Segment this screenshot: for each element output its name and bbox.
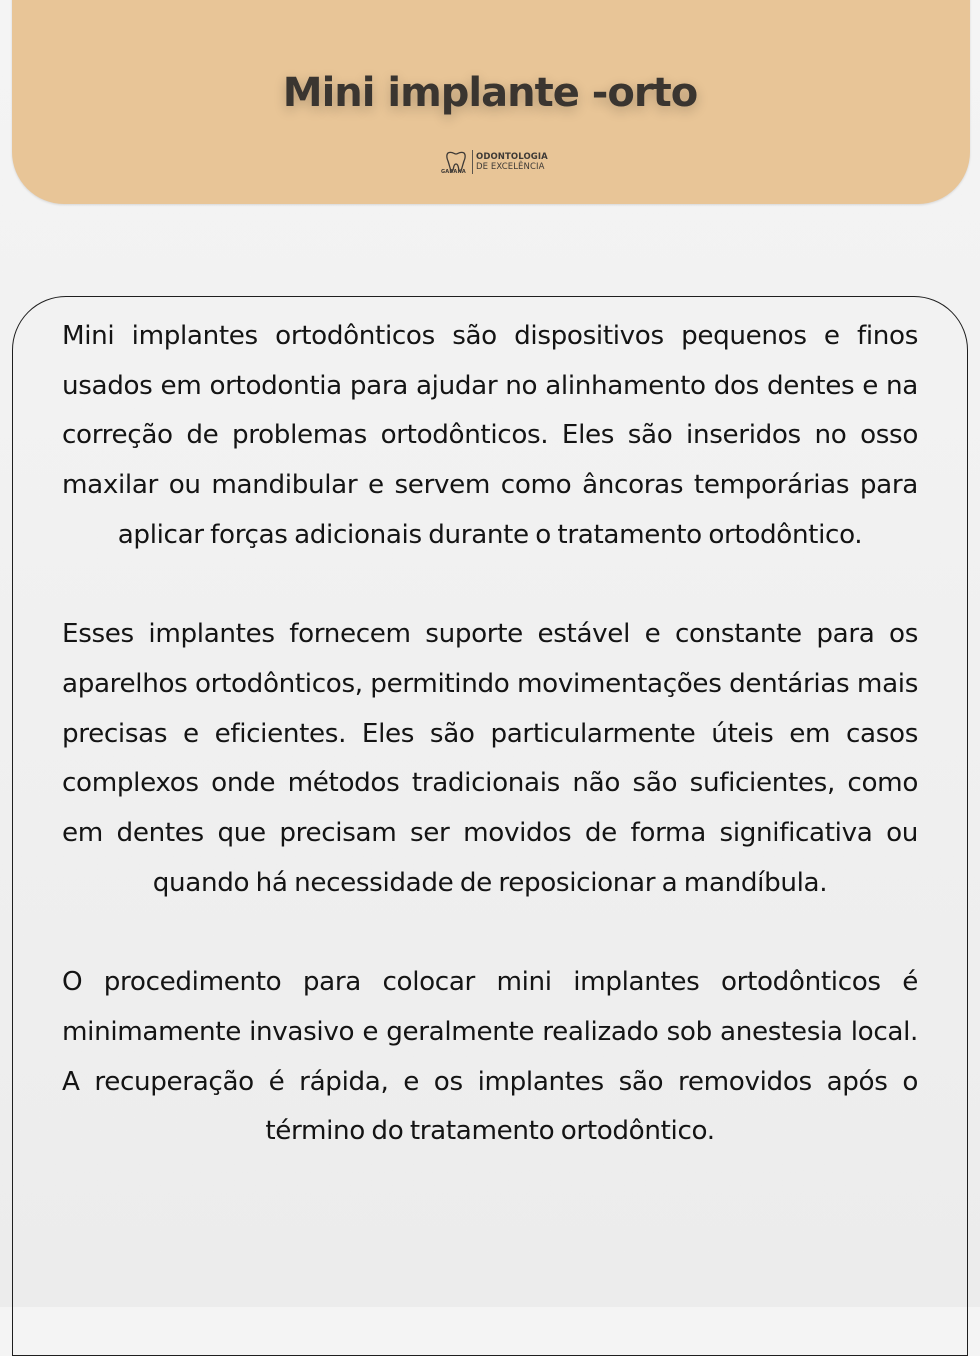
page-title: Mini implante -orto: [282, 70, 698, 116]
paragraph-3: O procedimento para colocar mini implantes ortodônticos é minimamente invasivo e geralmente realizado sob anestesia local. A recuperação é rápida, e os implantes são removidos após o término do tratamento ortodôntico.: [62, 967, 918, 1147]
brand-mark-text: GABANA: [441, 169, 466, 175]
brand-divider: [472, 150, 473, 174]
brand-line-1: ODONTOLOGIA: [476, 152, 548, 162]
paragraph-1: Mini implantes ortodônticos são dispositivos pequenos e finos usados em ortodontia para ajudar no alinhamento dos dentes e na correção de problemas ortodônticos. Eles são inseridos no osso maxilar ou mandibular e servem como âncoras temporárias para aplicar forças adicionais durante o tratamento ortodôntico.: [62, 321, 918, 550]
brand-logo: [443, 148, 548, 176]
tooth-icon: [443, 149, 469, 175]
article-body: [62, 312, 918, 1207]
paragraph-2: Esses implantes fornecem suporte estável e constante para os aparelhos ortodônticos, permitindo movimentações dentárias mais precisas e eficientes. Eles são particularmente úteis em casos complexos onde métodos tradicionais não são suficientes, como em dentes que precisam ser movidos de forma significativa ou quando há necessidade de reposicionar a mandíbula.: [62, 619, 918, 898]
brand-line-2: DE EXCELÊNCIA: [476, 162, 545, 172]
brand-text: [476, 152, 548, 172]
